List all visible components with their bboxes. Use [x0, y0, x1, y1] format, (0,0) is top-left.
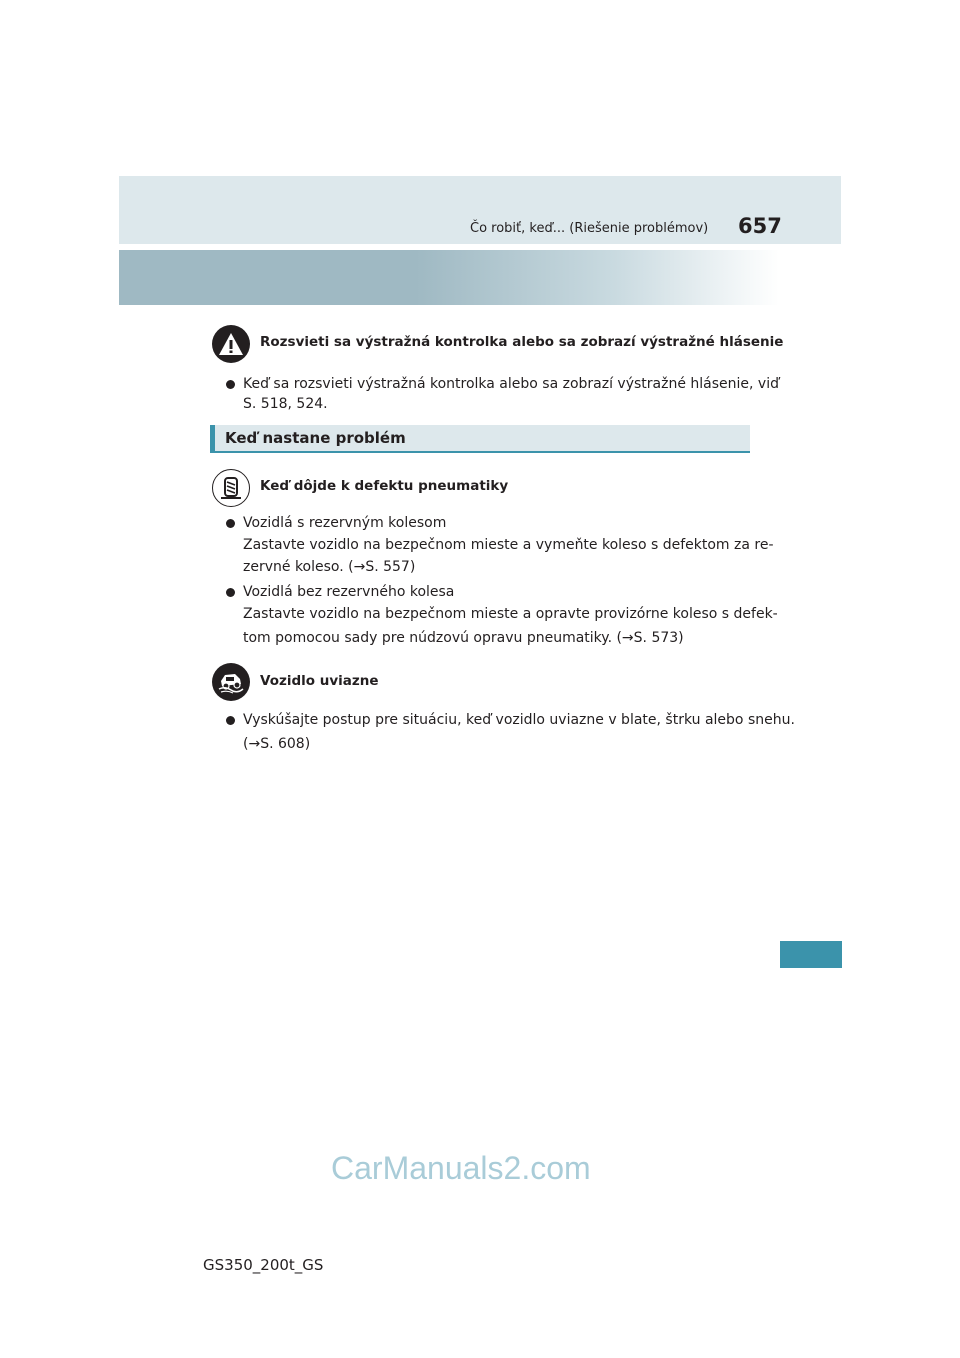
- tire-item-line: Zastavte vozidlo na bezpečnom mieste a vymeňte koleso s defektom za re-: [243, 537, 774, 553]
- section-title: Keď nastane problém: [225, 429, 406, 447]
- watermark: CarManuals2.com: [331, 1150, 591, 1186]
- warning-item-line: Keď sa rozsvieti výstražná kontrolka alebo sa zobrazí výstražné hlásenie, viď: [243, 376, 779, 392]
- bullet: [226, 716, 235, 725]
- tire-item-line: Zastavte vozidlo na bezpečnom mieste a opravte provizórne koleso s defek-: [243, 606, 778, 622]
- page-number: 657: [738, 214, 782, 238]
- tire-item-line: zervné koleso. (→S. 557): [243, 559, 416, 575]
- warning-item-line: S. 518, 524.: [243, 396, 328, 412]
- bullet: [226, 588, 235, 597]
- header-title: Čo robiť, keď... (Riešenie problémov): [470, 221, 709, 236]
- tire-item-line: Vozidlá bez rezervného kolesa: [243, 584, 455, 600]
- section-heading: [210, 425, 750, 453]
- tire-item-line: tom pomocou sady pre núdzovú opravu pneumatiky. (→S. 573): [243, 630, 684, 646]
- stuck-heading: Vozidlo uviazne: [260, 673, 379, 689]
- warning-exclamation-icon: [212, 325, 250, 363]
- tire-item-line: Vozidlá s rezervným kolesom: [243, 515, 447, 531]
- chapter-side-tab[interactable]: [780, 941, 842, 968]
- flat-tire-icon: [212, 469, 250, 507]
- chapter-banner: [119, 250, 779, 305]
- stuck-item-line: (→S. 608): [243, 736, 311, 752]
- stuck-car-icon: [212, 663, 250, 701]
- warning-heading: Rozsvieti sa výstražná kontrolka alebo sa zobrazí výstražné hlásenie: [260, 334, 784, 350]
- footer-code: GS350_200t_GS: [203, 1256, 324, 1274]
- bullet: [226, 380, 235, 389]
- bullet: [226, 519, 235, 528]
- stuck-item-line: Vyskúšajte postup pre situáciu, keď vozidlo uviazne v blate, štrku alebo snehu.: [243, 712, 795, 728]
- tire-heading: Keď dôjde k defektu pneumatiky: [260, 478, 509, 494]
